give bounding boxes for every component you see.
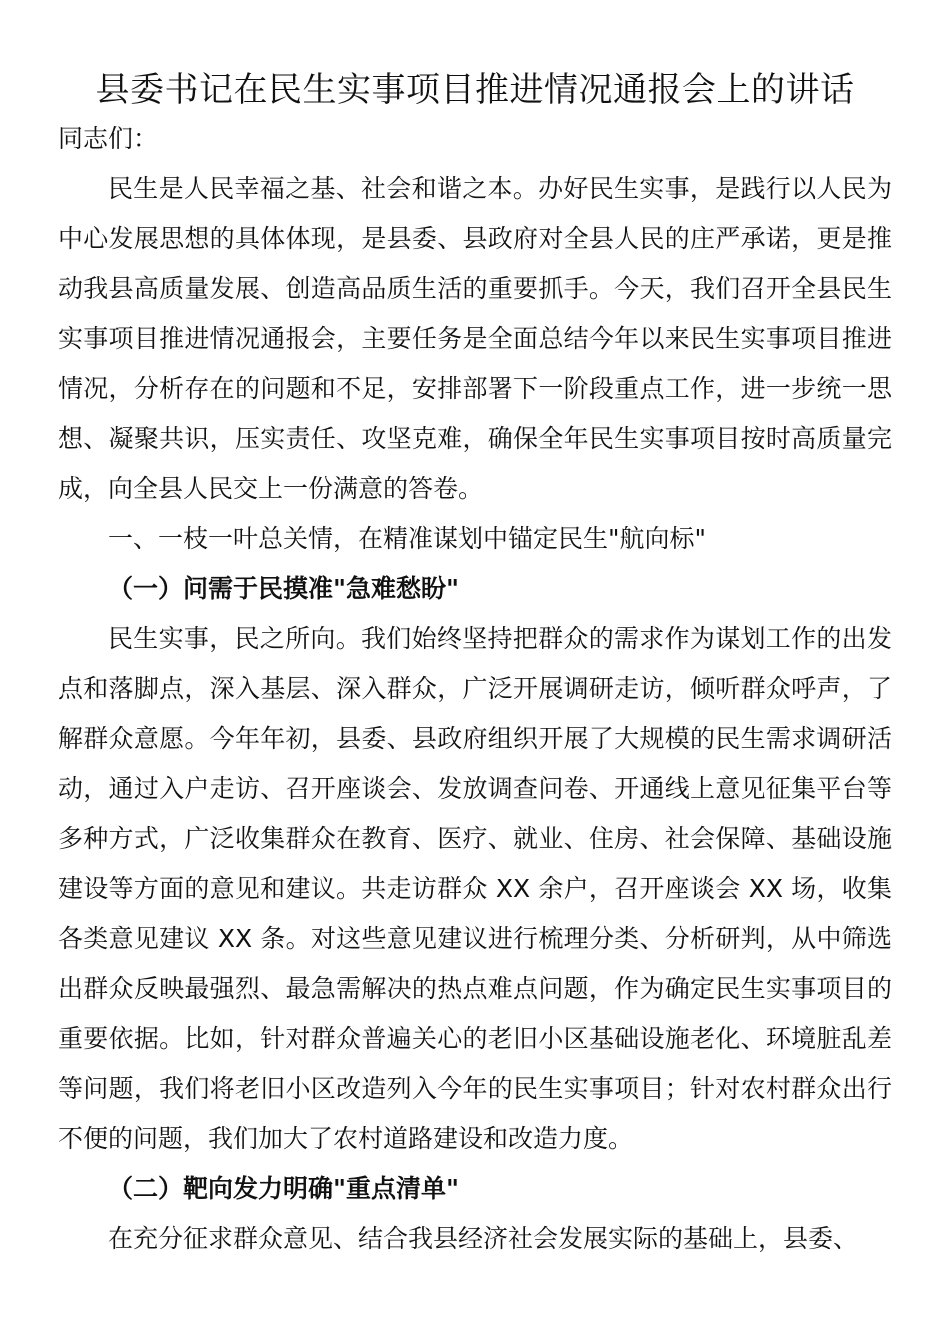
- body-paragraph: 在充分征求群众意见、结合我县经济社会发展实际的基础上，县委、: [108, 1224, 859, 1253]
- subsection-heading-1: （一）问需于民摸准"急难愁盼": [108, 574, 460, 603]
- document-body: [58, 114, 892, 1264]
- subsection-heading-2: （二）靶向发力明确"重点清单": [108, 1174, 460, 1203]
- section-heading-1: 一、一枝一叶总关情，在精准谋划中锚定民生"航向标": [108, 524, 707, 553]
- salutation: 同志们：: [58, 124, 159, 153]
- document-title: 县委书记在民生实事项目推进情况通报会上的讲话: [95, 70, 855, 110]
- intro-paragraph: 民生是人民幸福之基、社会和谐之本。办好民生实事，是践行以人民为中心发展思想的具体体现，是县委、县政府对全县人民的庄严承诺，更是推动我县高质量发展、创造高品质生活的重要抓手。今天，我们召开全县民生实事项目推进情况通报会，主要任务是全面总结今年以来民生实事项目推进情况，分析存在的问题和不足，安排部署下一阶段重点工作，进一步统一思想、凝聚共识，压实责任、攻坚克难，确保全年民生实事项目按时高质量完成，向全县人民交上一份满意的答卷。: [58, 174, 892, 503]
- body-paragraph: 民生实事，民之所向。我们始终坚持把群众的需求作为谋划工作的出发点和落脚点，深入基层、深入群众，广泛开展调研走访，倾听群众呼声，了解群众意愿。今年年初，县委、县政府组织开展了大规模的民生需求调研活动，通过入户走访、召开座谈会、发放调查问卷、开通线上意见征集平台等多种方式，广泛收集群众在教育、医疗、就业、住房、社会保障、基础设施建设等方面的意见和建议。共走访群众 XX 余户，召开座谈会 XX 场，收集各类意见建议 XX 条。对这些意见建议进行梳理分类、分析研判，从中筛选出群众反映最强烈、最急需解决的热点难点问题，作为确定民生实事项目的重要依据。比如，针对群众普遍关心的老旧小区基础设施老化、环境脏乱差等问题，我们将老旧小区改造列入今年的民生实事项目；针对农村群众出行不便的问题，我们加大了农村道路建设和改造力度。: [58, 624, 892, 1153]
